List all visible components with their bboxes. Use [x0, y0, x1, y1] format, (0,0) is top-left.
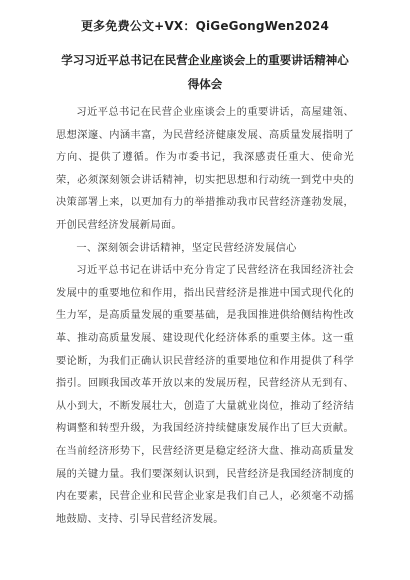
section-paragraph: 习近平总书记在讲话中充分肯定了民营经济在我国经济社会发展中的重要地位和作用，指出民营经济是推进中国式现代化的生力军，是高质量发展的重要基础，是我国推进供给侧结构性改革、推动高质量发展、建设现代化经济体系的重要主体。这一重要论断，为我们正确认识民营经济的重要地位和作用提供了科学指引。回顾我国改革开放以来的发展历程，民营经济从无到有、从小到大，不断发展壮大，创造了大量就业岗位，推动了经济结构调整和转型升级，为我国经济持续健康发展作出了巨大贡献。在当前经济形势下，民营经济更是稳定经济大盘、推动高质量发展的关键力量。我们要深刻认识到，民营经济是我国经济制度的内在要素，民营企业和民营企业家是我们自己人，必须毫不动摇地鼓励、支持、引导民营经济发展。: [56, 265, 354, 525]
promo-banner: 更多免费公文+VX：QiGeGongWen2024: [80, 19, 329, 33]
document-title: 学习习近平总书记在民营企业座谈会上的重要讲话精神心得体会: [61, 53, 349, 91]
section-heading: 一、深刻领会讲话精神，坚定民营经济发展信心: [76, 242, 297, 254]
intro-paragraph: 习近平总书记在民营企业座谈会上的重要讲话，高屋建瓴、思想深邃、内涵丰富，为民营经济健康发展、高质量发展指明了方向、提供了遵循。作为市委书记，我深感责任重大、使命光荣，必须深刻领会讲话精神，切实把思想和行动统一到党中央的决策部署上来，以更加有力的举措推动我市民营经济蓬勃发展，开创民营经济发展新局面。: [56, 107, 354, 231]
